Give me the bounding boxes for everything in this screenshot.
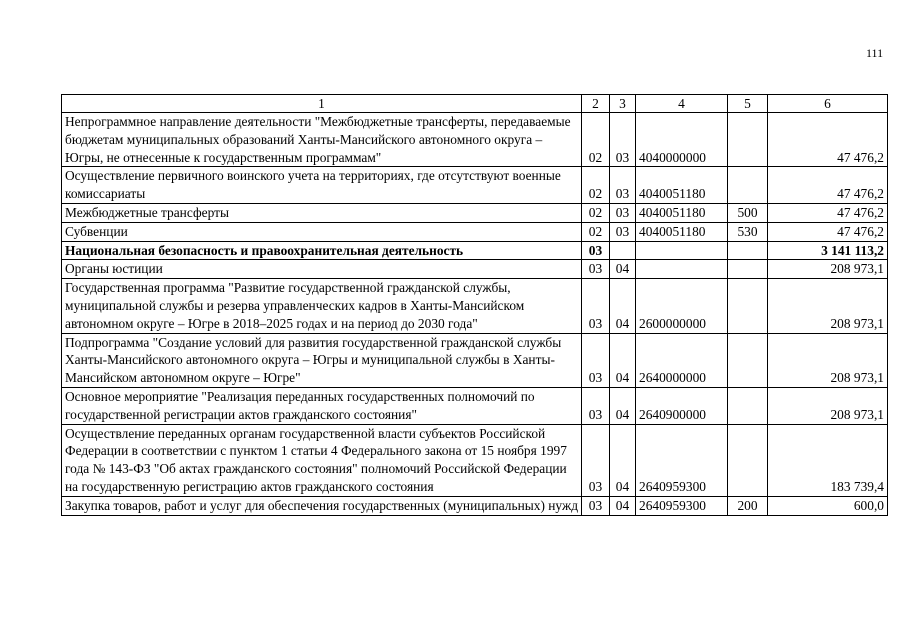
amount-cell: 47 476,2 (768, 167, 888, 204)
amount-cell: 47 476,2 (768, 203, 888, 222)
subsection-code-cell: 03 (610, 203, 636, 222)
expense-type-cell (728, 333, 768, 387)
expense-type-cell (728, 241, 768, 260)
section-code-cell: 03 (582, 260, 610, 279)
table-row (62, 496, 888, 515)
column-header: 6 (768, 95, 888, 113)
amount-cell: 600,0 (768, 496, 888, 515)
amount-cell: 208 973,1 (768, 387, 888, 424)
expense-type-cell (728, 279, 768, 333)
target-article-cell: 4040051180 (636, 203, 728, 222)
subsection-code-cell: 03 (610, 222, 636, 241)
expense-type-cell (728, 167, 768, 204)
table-body (62, 113, 888, 516)
subsection-code-cell: 04 (610, 260, 636, 279)
target-article-cell: 2640000000 (636, 333, 728, 387)
subsection-code-cell: 03 (610, 113, 636, 167)
section-code-cell: 02 (582, 167, 610, 204)
section-code-cell: 02 (582, 113, 610, 167)
expense-type-cell: 200 (728, 496, 768, 515)
row-name-cell: Основное мероприятие "Реализация переданных государственных полномочий по государственной регистрации актов гражданского состояния" (62, 387, 582, 424)
table-row (62, 167, 888, 204)
row-name-cell: Межбюджетные трансферты (62, 203, 582, 222)
table-row (62, 260, 888, 279)
subsection-code-cell: 04 (610, 333, 636, 387)
row-name-cell: Непрограммное направление деятельности "Межбюджетные трансферты, передаваемые бюджетам муниципальных образований Ханты-Мансийского автономного округа – Югры, не отнесенные к государственным программам" (62, 113, 582, 167)
column-header: 4 (636, 95, 728, 113)
page-number: 111 (866, 46, 884, 60)
section-code-cell: 03 (582, 424, 610, 496)
subsection-code-cell: 04 (610, 279, 636, 333)
amount-cell: 208 973,1 (768, 333, 888, 387)
column-number-row (62, 95, 888, 113)
amount-cell: 208 973,1 (768, 279, 888, 333)
section-code-cell: 02 (582, 222, 610, 241)
budget-table (61, 94, 888, 516)
target-article-cell: 4040051180 (636, 167, 728, 204)
row-name-cell: Государственная программа "Развитие государственной гражданской службы, муниципальной службы и резерва управленческих кадров в Ханты-Мансийском автономном округе – Югре в 2018–2025 годах и на период до 2030 года" (62, 279, 582, 333)
target-article-cell: 2640959300 (636, 424, 728, 496)
row-name-cell: Подпрограмма "Создание условий для развития государственной гражданской службы Ханты-Мансийского автономного округа – Югры и муниципальной службы в Ханты-Мансийском автономном округе – Югре" (62, 333, 582, 387)
section-code-cell: 02 (582, 203, 610, 222)
row-name-cell: Национальная безопасность и правоохранительная деятельность (62, 241, 582, 260)
section-code-cell: 03 (582, 496, 610, 515)
subsection-code-cell (610, 241, 636, 260)
column-header: 2 (582, 95, 610, 113)
table-row (62, 241, 888, 260)
target-article-cell: 2600000000 (636, 279, 728, 333)
amount-cell: 3 141 113,2 (768, 241, 888, 260)
column-header: 3 (610, 95, 636, 113)
target-article-cell: 2640900000 (636, 387, 728, 424)
expense-type-cell (728, 113, 768, 167)
section-code-cell: 03 (582, 279, 610, 333)
subsection-code-cell: 04 (610, 496, 636, 515)
table-row (62, 333, 888, 387)
row-name-cell: Осуществление переданных органам государственной власти субъектов Российской Федерации в соответствии с пунктом 1 статьи 4 Федерального закона от 15 ноября 1997 года № 143-ФЗ "Об актах гражданского состояния" полномочий Российской Федерации на государственную регистрацию актов гражданского состояния (62, 424, 582, 496)
row-name-cell: Органы юстиции (62, 260, 582, 279)
amount-cell: 47 476,2 (768, 113, 888, 167)
expense-type-cell (728, 387, 768, 424)
subsection-code-cell: 04 (610, 424, 636, 496)
row-name-cell: Осуществление первичного воинского учета на территориях, где отсутствуют военные комиссариаты (62, 167, 582, 204)
amount-cell: 183 739,4 (768, 424, 888, 496)
expense-type-cell (728, 260, 768, 279)
row-name-cell: Субвенции (62, 222, 582, 241)
target-article-cell: 2640959300 (636, 496, 728, 515)
expense-type-cell (728, 424, 768, 496)
table-row (62, 279, 888, 333)
table-row (62, 113, 888, 167)
amount-cell: 47 476,2 (768, 222, 888, 241)
table-row (62, 222, 888, 241)
target-article-cell (636, 241, 728, 260)
table-row (62, 203, 888, 222)
section-code-cell: 03 (582, 333, 610, 387)
expense-type-cell: 500 (728, 203, 768, 222)
table-row (62, 424, 888, 496)
amount-cell: 208 973,1 (768, 260, 888, 279)
column-header: 5 (728, 95, 768, 113)
target-article-cell (636, 260, 728, 279)
table-row (62, 387, 888, 424)
expense-type-cell: 530 (728, 222, 768, 241)
subsection-code-cell: 03 (610, 167, 636, 204)
target-article-cell: 4040051180 (636, 222, 728, 241)
section-code-cell: 03 (582, 241, 610, 260)
column-header: 1 (62, 95, 582, 113)
subsection-code-cell: 04 (610, 387, 636, 424)
section-code-cell: 03 (582, 387, 610, 424)
target-article-cell: 4040000000 (636, 113, 728, 167)
row-name-cell: Закупка товаров, работ и услуг для обеспечения государственных (муниципальных) нужд (62, 496, 582, 515)
